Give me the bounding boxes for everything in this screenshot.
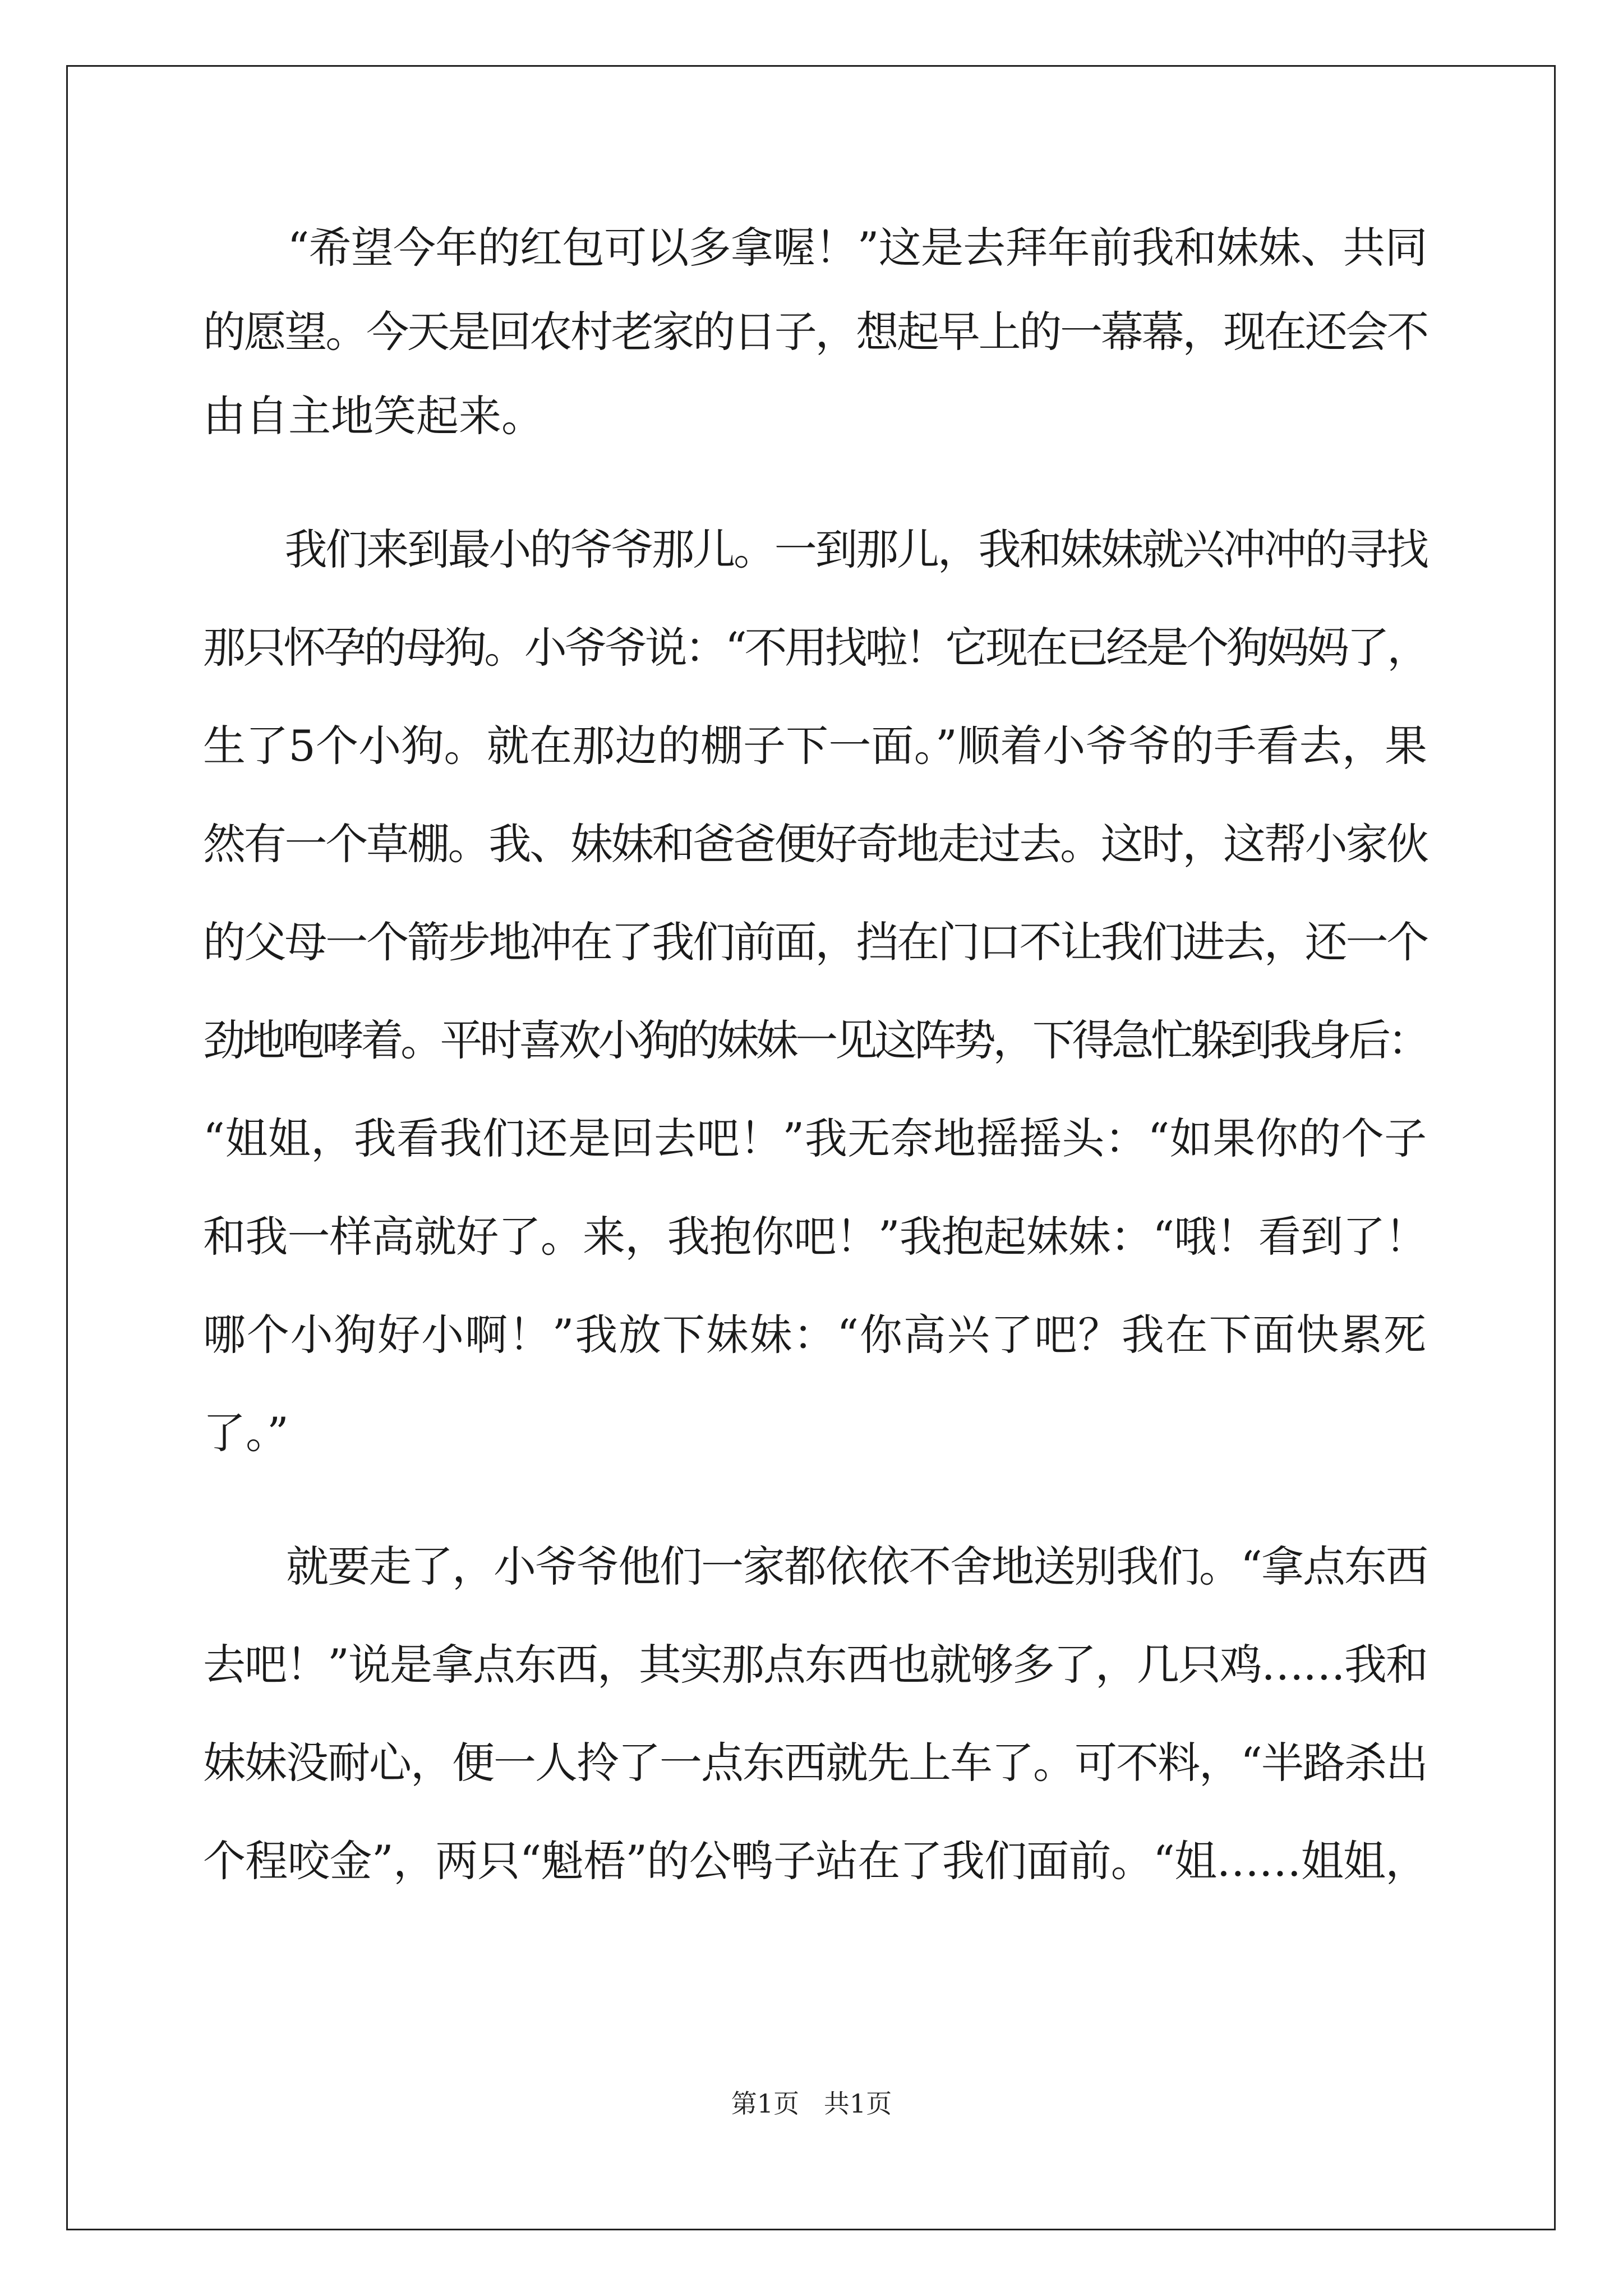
text-line: 由自主地笑起来。 [203,391,544,441]
text-line: 和我一样高就好了。来，我抱你吧！”我抱起妹妹：“哦！看到了！ [203,1212,1427,1262]
text-line: 生了5个小狗。就在那边的棚子下一面。”顺着小爷爷的手看去，果 [203,721,1428,771]
text-line: “姐姐，我看我们还是回去吧！”我无奈地摇摇头：“如果你的个子 [203,1114,1427,1163]
text-line: 然有一个草棚。我、妹妹和爸爸便好奇地走过去。这时，这帮小家伙 [203,819,1427,869]
text-line: 的父母一个箭步地冲在了我们前面，挡在门口不让我们进去，还一个 [203,917,1427,967]
text-line: 了。” [203,1408,289,1458]
text-line: 的愿望。今天是回农村老家的日子，想起早上的一幕幕，现在还会不 [203,307,1427,357]
text-line: 我们来到最小的爷爷那儿。一到那儿，我和妹妹就兴冲冲的寻找 [203,524,1427,574]
text-line: 哪个小狗好小啊！”我放下妹妹：“你高兴了吧？我在下面快累死 [203,1310,1427,1360]
text-line: 就要走了，小爷爷他们一家都依依不舍地送别我们。“拿点东西 [203,1542,1427,1591]
text-line: 个程咬金”，两只“魁梧”的公鸭子站在了我们面前。“姐……姐姐， [203,1836,1428,1886]
page-footer: 第1页 共1页 [731,2088,892,2119]
text-line: 劲地咆哮着。平时喜欢小狗的妹妹一见这阵势，下得急忙躲到我身后： [203,1015,1427,1065]
text-line: 那只怀孕的母狗。小爷爷说：“不用找啦！它现在已经是个狗妈妈了， [203,623,1427,673]
text-line: 妹妹没耐心，便一人拎了一点东西就先上车了。可不料，“半路杀出 [203,1738,1427,1788]
text-line: “希望今年的红包可以多拿喔！”这是去拜年前我和妹妹、共同 [203,223,1427,273]
text-line: 去吧！”说是拿点东西，其实那点东西也就够多了，几只鸡……我和 [203,1640,1427,1690]
